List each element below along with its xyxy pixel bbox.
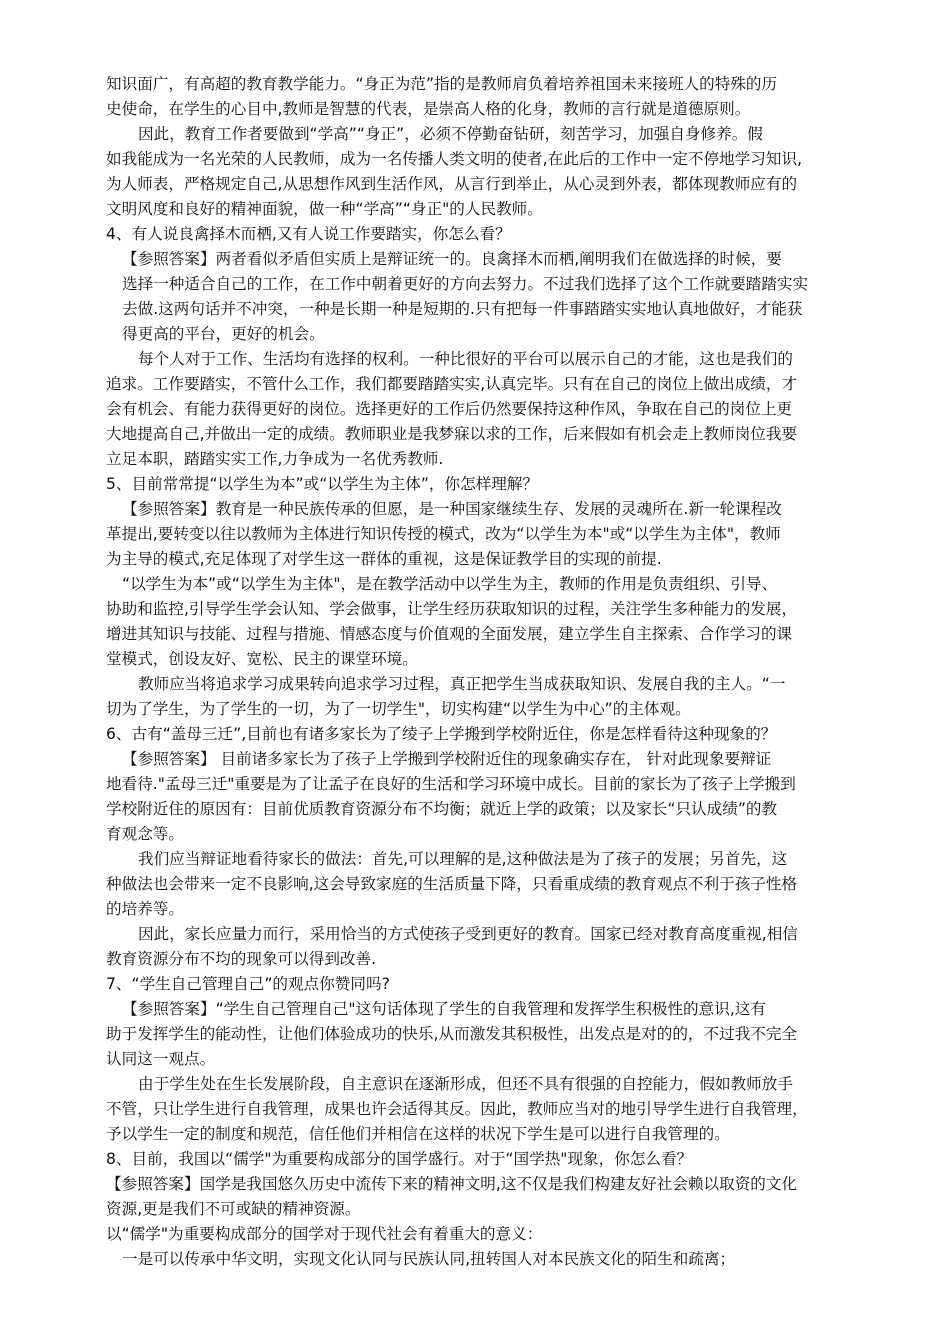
paragraph-start: 因此，教育工作者要做到“学高”“身正”，必须不停勤奋钻研，刻苦学习，加强自身修养。假 [138, 125, 763, 143]
text-line: 学校附近住的原因有：目前优质教育资源分布不均衡；就近上学的政策；以及家长“只认成绩”的教 [106, 800, 778, 818]
text-line: 以“儒学"为重要构成部分的国学对于现代社会有着重大的意义： [106, 1225, 543, 1243]
text-line: 如我能成为一名光荣的人民教师，成为一名传播人类文明的使者,在此后的工作中一定不停地学习知识, [106, 150, 803, 168]
paragraph-start: 因此，家长应量力而行，采用恰当的方式使孩子受到更好的教育。国家已经对教育高度重视,相信 [138, 925, 798, 943]
text-line: 助于发挥学生的能动性，让他们体验成功的快乐,从而激发其积极性，出发点是对的的，不过我不完全 [106, 1025, 798, 1043]
text-line: 会有机会、有能力获得更好的岗位。选择更好的工作后仍然要保持这种作风，争取在自己的岗位上更 [106, 400, 793, 418]
question-heading: 6、古有“盖母三迁”,目前也有诸多家长为了绫子上学搬到学校附近住，你是怎样看待这种现象的？ [106, 725, 777, 743]
question-heading: 4、有人说良禽择木而栖,又有人说工作要踏实，你怎么看？ [106, 225, 511, 243]
text-line: 教育资源分布不均的现象可以得到改善. [106, 950, 377, 968]
text-line: 切为了学生，为了学生的一切，为了一切学生"，切实构建“以学生为中心”的主体观。 [106, 700, 691, 718]
text-line: 革提出,要转变以往以教师为主体进行知识传授的模式，改为“以学生为本"或“以学生为主体"，教师 [106, 525, 781, 543]
paragraph-start: 由于学生处在生长发展阶段，自主意识在逐渐形成，但还不具有很强的自控能力，假如教师放手 [138, 1075, 793, 1093]
answer-start: 【参照答案】 目前诸多家长为了孩子上学搬到学校附近住的现象确实存在， 针对此现象要辩证 [122, 750, 772, 768]
text-line: 增进其知识与技能、过程与措施、情感态度与价值观的全面发展，建立学生自主探索、合作学习的课 [106, 625, 793, 643]
text-line: 协助和监控,引导学生学会认知、学会做事，让学生经历获取知识的过程，关注学生多种能力的发展， [106, 600, 798, 618]
text-line: 的培养等。 [106, 900, 184, 918]
paragraph-start: 一是可以传承中华文明，实现文化认同与民族认同,扭转国人对本民族文化的陌生和疏离； [122, 1250, 736, 1268]
text-line: 得更高的平台，更好的机会。 [122, 325, 325, 343]
paragraph-start: 教师应当将追求学习成果转向追求学习过程，真正把学生当成获取知识、发展自我的主人。“一 [138, 675, 786, 693]
text-line: 不管，只让学生进行自我管理，成果也许会适得其反。因此，教师应当对的地引导学生进行自我管理， [106, 1100, 808, 1118]
document-page [0, 72, 950, 1272]
question-heading: 8、目前，我国以“儒学"为重要构成部分的国学盛行。对于“国学热"现象，你怎么看？ [106, 1150, 693, 1168]
text-line: 为主导的模式,充足体现了对学生这一群体的重视，这是保证教学目的实现的前提. [106, 550, 662, 568]
text-line: 予以学生一定的制度和规范，信任他们并相信在这样的状况下学生是可以进行自我管理的。 [106, 1125, 730, 1143]
paragraph-start: 每个人对于工作、生活均有选择的权利。一种比很好的平台可以展示自己的才能，这也是我们的 [138, 350, 793, 368]
text-line: 地看待."孟母三迁"重要是为了让孟子在良好的生活和学习环境中成长。目前的家长为了孩子上学搬到 [106, 775, 796, 793]
text-line: 史使命，在学生的心目中,教师是智慧的代表，是崇高人格的化身，教师的言行就是道德原则。 [106, 100, 751, 118]
text-line: 堂模式，创设友好、宽松、民主的课堂环境。 [106, 650, 418, 668]
paragraph-start: 我们应当辩证地看待家长的做法：首先,可以理解的是,这种做法是为了孩子的发展；另首先，这 [138, 850, 788, 868]
text-line: 为人师表，严格规定自己,从思想作风到生活作风，从言行到举止，从心灵到外表，都体现教师应有的 [106, 175, 798, 193]
text-line: 选择一种适合自己的工作，在工作中朝着更好的方向去努力。不过我们选择了这个工作就要踏踏实实 [122, 275, 809, 293]
paragraph-start: “以学生为本”或“以学生为主体"，是在教学活动中以学生为主，教师的作用是负责组织、引导、 [122, 575, 778, 593]
text-line: 资源,更是我们不可或缺的精神资源。 [106, 1200, 361, 1218]
text-line: 去做.这两句话并不冲突，一种是长期一种是短期的.只有把每一件事踏踏实实地认真地做好，才能获 [122, 300, 803, 318]
answer-start: 【参照答案】两者看似矛盾但实质上是辩证统一的。良禽择木而栖,阐明我们在做选择的时候，要 [122, 250, 782, 268]
text-line: 追求。工作要踏实，不管什么工作，我们都要踏踏实实,认真完毕。只有在自己的岗位上做出成绩，才 [106, 375, 798, 393]
answer-start: 【参照答案】“学生自己管理自己"这句话体现了学生的自我管理和发挥学生积极性的意识,这有 [122, 1000, 766, 1018]
question-heading: 5、目前常常提“以学生为本”或“以学生为主体”，你怎样理解？ [106, 475, 539, 493]
text-line: 知识面广，有高超的教育教学能力。“身正为范”指的是教师肩负着培养祖国未来接班人的特殊的历 [106, 75, 778, 93]
text-line: 立足本职，踏踏实实工作,力争成为一名优秀教师. [106, 450, 444, 468]
text-line: 认同这一观点。 [106, 1050, 216, 1068]
text-line: 种做法也会带来一定不良影响,这会导致家庭的生活质量下降，只看重成绩的教育观点不利于孩子性格 [106, 875, 798, 893]
text-line: 大地提高自己,并做出一定的成绩。教师职业是我梦寐以求的工作，后来假如有机会走上教师岗位我要 [106, 425, 798, 443]
answer-start: 【参照答案】教育是一种民族传承的但愿，是一种国家继续生存、发展的灵魂所在.新一轮课程改 [122, 500, 782, 518]
text-line: 育观念等。 [106, 825, 184, 843]
question-heading: 7、“学生自己管理自己”的观点你赞同吗? [106, 975, 390, 993]
answer-start: 【参照答案】国学是我国悠久历史中流传下来的精神文明,这不仅是我们构建友好社会赖以取资的文化 [106, 1175, 798, 1193]
text-line: 文明风度和良好的精神面貌，做一种“学高”“身正"的人民教师。 [106, 200, 543, 218]
